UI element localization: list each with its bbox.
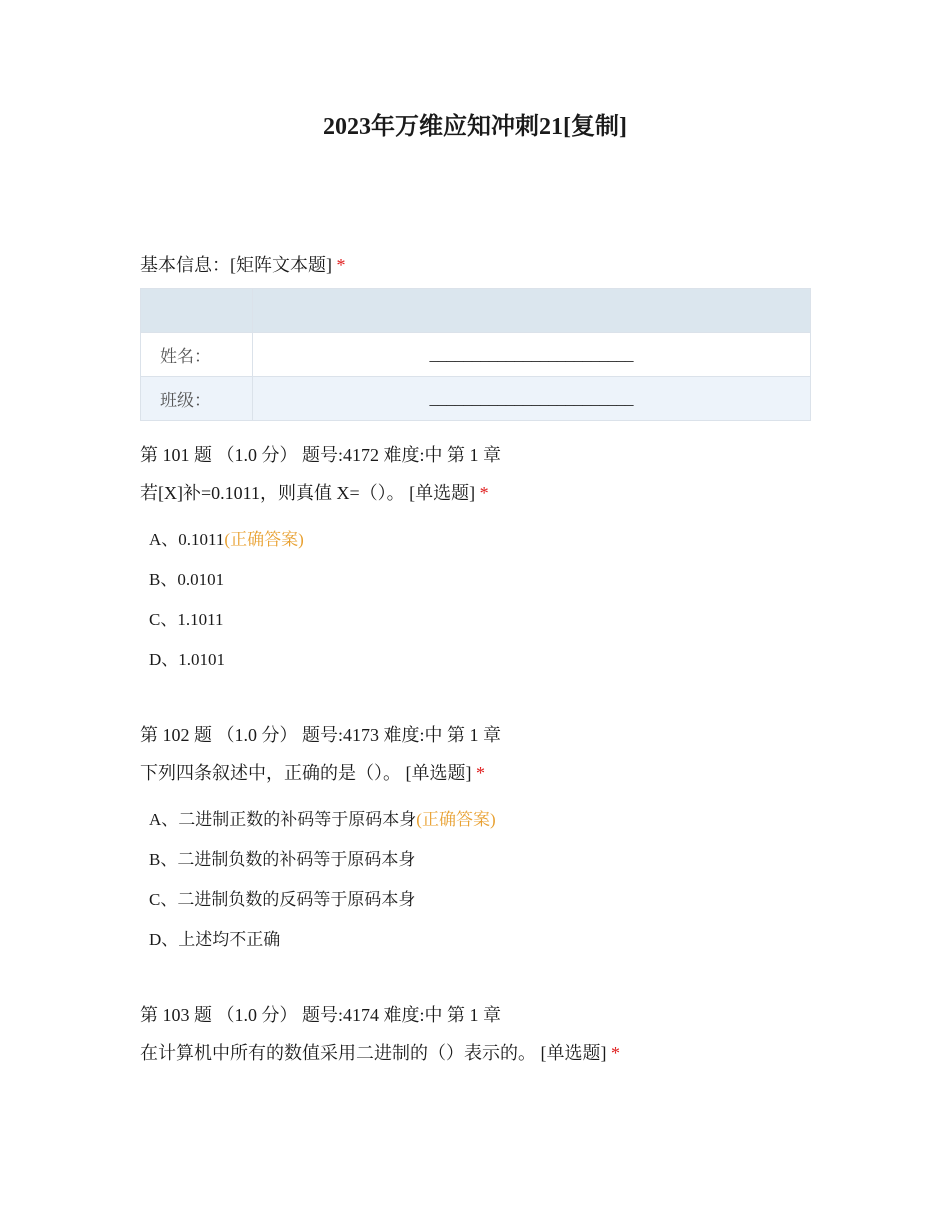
- question-stem-text: 在计算机中所有的数值采用二进制的（）表示的。 [单选题]: [140, 1043, 607, 1063]
- correct-answer-tag: (正确答案): [416, 810, 496, 829]
- option-d[interactable]: [149, 928, 820, 952]
- option-a[interactable]: [149, 808, 820, 832]
- option-c[interactable]: [149, 888, 820, 912]
- question-stem-text: 下列四条叙述中，正确的是（）。 [单选题]: [140, 763, 472, 783]
- option-text: D、上述均不正确: [149, 930, 281, 949]
- question-stem: [140, 1040, 820, 1066]
- option-text: C、1.1011: [149, 610, 224, 629]
- option-text: A、二进制正数的补码等于原码本身: [149, 810, 417, 829]
- question-stem-text: 若[X]补=0.1011，则真值 X=（）。 [单选题]: [140, 483, 476, 503]
- option-a[interactable]: [149, 528, 820, 552]
- required-mark: *: [476, 763, 485, 783]
- name-label: 姓名：: [141, 333, 253, 377]
- option-b[interactable]: [149, 848, 820, 872]
- table-row-class: [141, 377, 811, 421]
- option-text: B、0.0101: [149, 570, 225, 589]
- option-text: D、1.0101: [149, 650, 226, 669]
- question-103: [140, 1002, 820, 1066]
- name-input[interactable]: ________________________: [429, 344, 634, 364]
- question-101: [140, 442, 820, 672]
- question-102: [140, 722, 820, 952]
- option-b[interactable]: [149, 568, 820, 592]
- question-meta: 第 103 题 （1.0 分） 题号:4174 难度:中 第 1 章: [140, 1005, 502, 1025]
- correct-answer-tag: (正确答案): [224, 530, 304, 549]
- basic-info-label-text: 基本信息：[矩阵文本题]: [140, 255, 332, 275]
- name-input-cell[interactable]: [253, 333, 811, 377]
- page-title: 2023年万维应知冲刺21[复制]: [323, 114, 627, 140]
- table-header-row: [141, 289, 811, 333]
- class-input[interactable]: ________________________: [429, 388, 634, 408]
- basic-info-table: [140, 288, 811, 421]
- option-text: B、二进制负数的补码等于原码本身: [149, 850, 416, 869]
- class-label: 班级：: [141, 377, 253, 421]
- basic-info-label: [140, 252, 346, 278]
- required-mark: *: [479, 483, 489, 503]
- question-meta: 第 102 题 （1.0 分） 题号:4173 难度:中 第 1 章: [140, 725, 502, 745]
- table-header-cell: [253, 289, 811, 333]
- option-d[interactable]: [149, 648, 820, 672]
- required-mark: *: [336, 255, 346, 275]
- question-meta: 第 101 题 （1.0 分） 题号:4172 难度:中 第 1 章: [140, 445, 502, 465]
- table-row-name: [141, 333, 811, 377]
- option-text: C、二进制负数的反码等于原码本身: [149, 890, 416, 909]
- question-stem: [140, 480, 820, 506]
- table-header-cell: [141, 289, 253, 333]
- option-text: A、0.1011: [149, 530, 225, 549]
- required-mark: *: [611, 1043, 620, 1063]
- question-stem: [140, 760, 820, 786]
- option-c[interactable]: [149, 608, 820, 632]
- class-input-cell[interactable]: [253, 377, 811, 421]
